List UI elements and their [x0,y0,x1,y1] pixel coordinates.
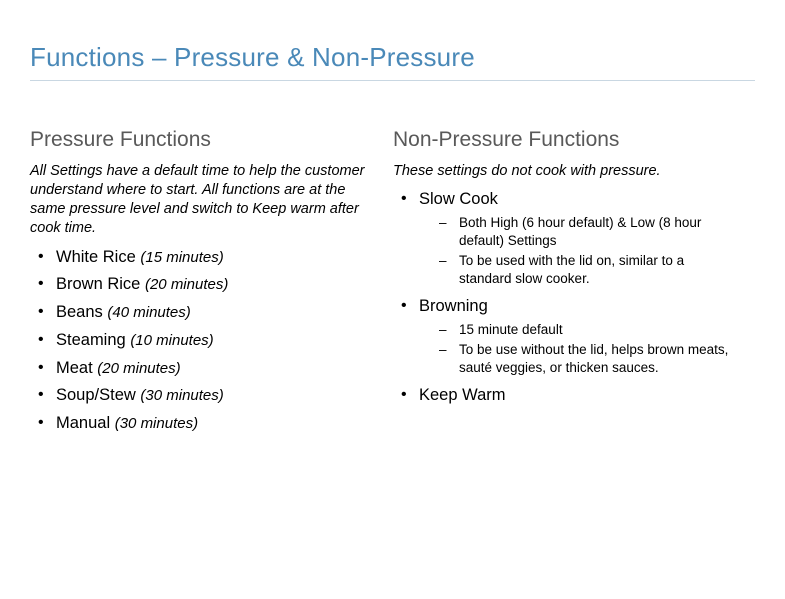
list-item-note: (10 minutes) [130,331,214,349]
list-item-label: Keep Warm [419,386,506,405]
list-item-label: Steaming [56,330,126,349]
sub-list-item [433,341,738,377]
sub-list-item-label: Both High (6 hour default) & Low (8 hour default) Settings [459,214,702,248]
list-item [393,294,738,377]
list-item [393,187,738,288]
sub-list-item-label: 15 minute default [459,321,563,337]
pressure-functions-intro: All Settings have a default time to help the customer understand where to start. All functions are at the same pressure level and switch to Keep warm after cook time. [30,163,365,237]
dash-icon: – [439,321,447,337]
list-item [30,356,375,381]
list-item-label: Browning [419,297,488,316]
list-item-note: (40 minutes) [107,304,191,321]
bullet-icon: • [401,190,407,208]
list-item-note: (20 minutes) [144,276,229,294]
list-item-label: Slow Cook [419,190,498,209]
sub-list-item-label: To be use without the lid, helps brown meats, sauté veggies, or thicken sauces. [459,342,729,376]
sub-list-item [433,252,738,288]
title-divider [30,80,755,81]
sub-list-item [433,321,738,339]
list-item-label: Brown Rice [56,275,141,294]
sublist-wrapper [419,214,738,288]
pressure-functions-list [30,245,375,436]
bullet-icon: • [38,275,44,293]
sub-list-item [433,214,738,250]
list-item-label: Meat [56,358,93,377]
list-item-note: (30 minutes) [114,415,199,432]
list-item-label: Beans [56,303,103,321]
pressure-functions-heading: Pressure Functions [30,128,211,151]
bullet-icon: • [38,414,44,431]
bullet-icon: • [401,386,407,404]
non-pressure-functions-heading: Non-Pressure Functions [393,128,620,151]
content-columns [30,128,755,439]
list-item-note: (15 minutes) [140,248,224,266]
list-item-note: (20 minutes) [97,359,181,377]
list-item [30,383,375,408]
pressure-functions-column [30,128,375,439]
bullet-icon: • [38,386,44,404]
sub-list-item-label: To be used with the lid on, similar to a standard slow cooker. [459,253,685,287]
bullet-icon: • [38,303,44,320]
list-item [30,328,375,353]
list-item [30,272,375,297]
dash-icon: – [439,342,447,358]
list-item [30,245,375,270]
list-item-label: White Rice [56,247,136,266]
non-pressure-functions-intro: These settings do not cook with pressure. [393,163,661,179]
bullet-icon: • [38,330,44,348]
bullet-icon: • [38,247,44,265]
list-item [393,383,738,408]
list-item [30,411,375,436]
non-pressure-functions-list [393,187,738,408]
dash-icon: – [439,214,447,230]
sublist-wrapper [419,321,738,377]
non-pressure-functions-column [393,128,738,439]
page-title: Functions – Pressure & Non-Pressure [30,42,475,72]
list-item-note: (30 minutes) [140,387,224,405]
dash-icon: – [439,253,447,269]
bullet-icon: • [401,297,407,315]
slow-cook-sublist [433,214,738,288]
bullet-icon: • [38,358,44,376]
list-item-label: Soup/Stew [56,386,136,405]
list-item-label: Manual [56,414,111,432]
browning-sublist [433,321,738,377]
list-item [30,300,375,325]
